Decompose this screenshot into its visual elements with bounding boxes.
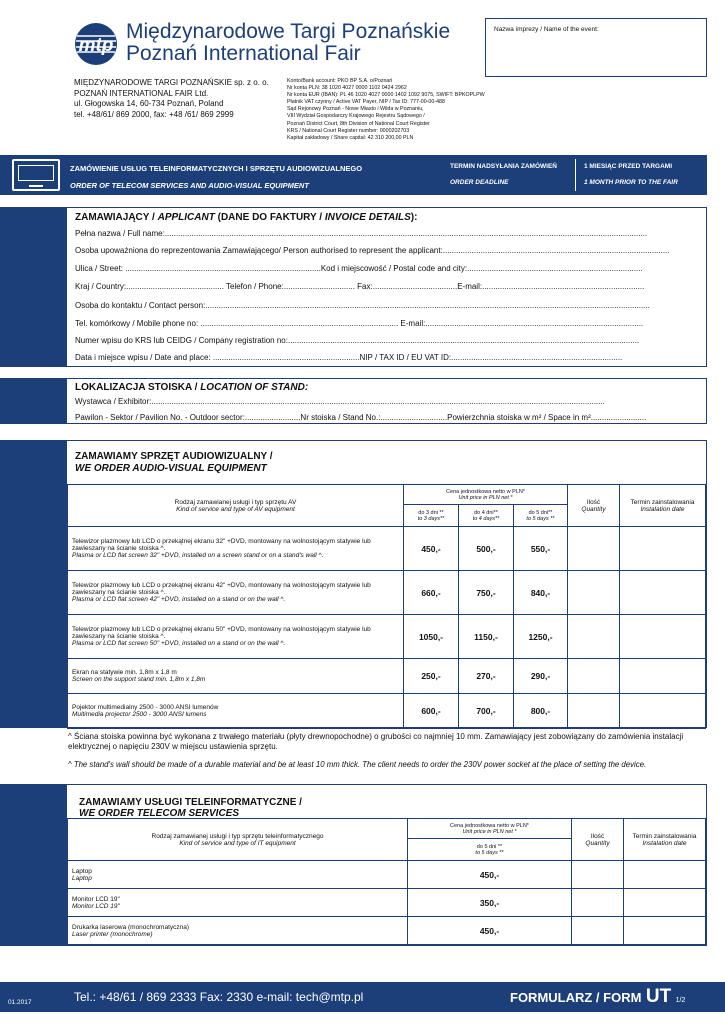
av-col-5-days: do 5 dni** to 5 days ** — [514, 505, 568, 527]
stand-heading: LOKALIZACJA STOISKA / LOCATION OF STAND: — [75, 382, 309, 393]
quantity-cell[interactable] — [568, 571, 620, 615]
fair-title-pl: Międzynarodowe Targi Poznańskie — [126, 20, 451, 43]
monitor-icon — [12, 159, 60, 191]
it-section — [67, 784, 707, 946]
quantity-cell[interactable] — [572, 889, 624, 917]
deadline-value-en: 1 MONTH PRIOR TO THE FAIR — [584, 179, 678, 186]
av-heading-en: WE ORDER AUDIO-VISUAL EQUIPMENT — [75, 463, 267, 474]
av-col-kind: Rodzaj zamawianej usługi i typ sprzętu AV Kind of service and type of AV equipment — [68, 485, 404, 527]
table-row: Telewizor plazmowy lub LCD o przekątnej ekranu 50" +DVD, montowany na wolnostojącym statywie lub zawieszany na ścianie stoiska ^. Plasma or LCD flat screen 50" +DVD, installed on a stand or on the wall ^. 1050,- 1150,- 1250,- — [68, 615, 706, 659]
applicant-sidebar — [0, 207, 67, 367]
av-section — [67, 440, 707, 728]
it-col-kind: Rodzaj zamawianej usługi i typ sprzętu teleinformatycznego Kind of service and type of IT equipment — [68, 819, 408, 861]
av-note-pl: ^ Ściana stoiska powinna być wykonana z trwałego materiału (płyty drewnopochodne) o grubości co najmniej 10 mm. Zamawiający jest zobowiązany do zamówienia instalacji elektrycznej o napięciu 230V w miejscu ustawienia sprzętu. — [68, 732, 684, 751]
full-name-field[interactable]: Pełna nazwa / Full name:......................................................................................................................................................................................................................... — [75, 229, 648, 238]
pavilion-stand-space-field[interactable]: Pawilon - Sektor / Pavilion No. - Outdoor sector:.........................Nr stoiska / Stand No.:..............................Powierzchnia stoiska w m² / Space in m²......................... — [75, 413, 647, 422]
applicant-section — [67, 207, 707, 367]
av-heading-pl: ZAMAWIAMY SPRZĘT AUDIOWIZUALNY / — [75, 451, 273, 462]
it-col-quantity: Ilość Quantity — [572, 819, 624, 861]
av-col-price: Cena jednostkowa netto w PLN* Unit price in PLN net * — [404, 485, 568, 505]
company-address: MIĘDZYNARODOWE TARGI POZNAŃSKIE sp. z o. o. POZNAŃ INTERNATIONAL FAIR Ltd. ul. Głogowska 14, 60-734 Poznań, Poland tel. +48/61/ 869 2000, fax: +48 /61/ 869 2999 — [74, 78, 269, 119]
order-banner — [0, 155, 707, 195]
stand-section — [67, 378, 707, 424]
table-row: Telewizor plazmowy lub LCD o przekątnej ekranu 32" +DVD, montowany na wolnostojącym statywie lub zawieszany na ścianie stoiska ^. Plasma or LCD flat screen 32" +DVD, installed on a screen stand or on a stand's wall ^. 450,- 500,- 550,- — [68, 527, 706, 571]
it-heading-en: WE ORDER TELECOM SERVICES — [79, 808, 240, 819]
footer-stripe — [0, 1012, 725, 1024]
order-title-en: ORDER OF TELECOM SERVICES AND AUDIO-VISUAL EQUIPMENT — [70, 181, 309, 190]
quantity-cell[interactable] — [572, 917, 624, 945]
street-postal-field[interactable]: Ulica / Street: ........................................................................................Kod i miejscowość / Postal code and city:............................................................................... — [75, 264, 643, 273]
authorised-person-field[interactable]: Osoba upoważniona do reprezentowania Zamawiającego/ Person authorised to represent the applicant:...................................................................................................... — [75, 246, 670, 255]
contact-person-field[interactable]: Osoba do kontaktu / Contact person:........................................................................................................................................................................................................ — [75, 301, 650, 310]
table-row: Drukarka laserowa (monochromatyczna) Laser printer (monochrome) 450,- — [68, 917, 706, 945]
install-date-cell[interactable] — [620, 615, 706, 659]
footer-contact: Tel.: +48/61 / 869 2333 Fax: 2330 e-mail: tech@mtp.pl — [74, 990, 364, 1004]
table-row: Laptop Laptop 450,- — [68, 861, 706, 889]
quantity-cell[interactable] — [568, 694, 620, 729]
install-date-cell[interactable] — [624, 889, 706, 917]
fair-title-en: Poznań International Fair — [126, 42, 361, 65]
mtp-logo — [74, 22, 118, 66]
av-col-4-days: do 4 dni** to 4 days** — [459, 505, 514, 527]
it-col-5-days: do 5 dni ** to 5 days ** — [408, 839, 572, 861]
it-sidebar — [0, 784, 67, 946]
install-date-cell[interactable] — [620, 694, 706, 729]
install-date-cell[interactable] — [624, 917, 706, 945]
install-date-cell[interactable] — [620, 571, 706, 615]
registration-date-tax-id-field[interactable]: Data i miejsce wpisu / Date and place: ..................................................................NIP / TAX ID / EU VAT ID:............................................................................. — [75, 353, 623, 362]
svg-text:mtp: mtp — [78, 35, 114, 56]
form-label: FORMULARZ / FORM UT 1/2 — [510, 986, 686, 1007]
it-col-install-date: Termin zainstalowania Instalation date — [624, 819, 706, 861]
av-col-quantity: Ilość Quantity — [568, 485, 620, 527]
deadline-divider — [575, 159, 576, 191]
bank-details: Konto/Bank account: PKO BP S.A. o/Poznań Nr konta PLN: 38 1020 4027 0000 1102 0424 2962 Nr konta EUR (IBAN): PL 46 1020 4027 0000 1402 1092 9075, SWIFT: BPKOPLPW Płatnik VAT czynny / Active VAT Payer, NIP / Tax ID: 777-00-00-488 Sąd Rejonowy Poznań - Nowe Miasto i Wilda w Poznaniu, VIII Wydział Gospodarczy Krajowego Rejestru Sądowego / Poznań District Court, 8th Division of National Court Register KRS / National Court Register number: 0000202703 Kapitał zakładowy / Share capital: 42 310 200,00 PLN — [287, 78, 485, 141]
av-note-en: ^ The stand's wall should be made of a durable material and be at least 10 mm thick. The client needs to order the 230V power socket at the place of setting the device. — [68, 760, 647, 769]
table-row: Ekran na statywie min. 1,8m x 1,8 m Screen on the support stand min. 1,8m x 1,8m 250,- 270,- 290,- — [68, 659, 706, 694]
quantity-cell[interactable] — [572, 861, 624, 889]
table-row: Monitor LCD 19" Monitor LCD 19" 350,- — [68, 889, 706, 917]
deadline-label-pl: TERMIN NADSYŁANIA ZAMÓWIEŃ — [450, 163, 558, 170]
quantity-cell[interactable] — [568, 527, 620, 571]
exhibitor-field[interactable]: Wystawca / Exhibitor:............................................................................................................................................................................................................ — [75, 397, 605, 406]
it-heading-pl: ZAMAWIAMY USŁUGI TELEINFORMATYCZNE / — [79, 797, 302, 808]
av-col-3-days: do 3 dni ** to 3 days** — [404, 505, 459, 527]
applicant-heading: ZAMAWIAJĄCY / APPLICANT (DANE DO FAKTURY / INVOICE DETAILS): — [75, 212, 418, 223]
install-date-cell[interactable] — [624, 861, 706, 889]
install-date-cell[interactable] — [620, 659, 706, 694]
install-date-cell[interactable] — [620, 527, 706, 571]
it-table — [67, 818, 706, 945]
deadline-label-en: ORDER DEADLINE — [450, 179, 509, 186]
registration-no-field[interactable]: Numer wpisu do KRS lub CEIDG / Company registration no:.............................................................................................................................................................. — [75, 336, 640, 345]
deadline-value-pl: 1 MIESIĄC PRZED TARGAMI — [584, 163, 672, 170]
table-row: Telewizor plazmowy lub LCD o przekątnej ekranu 42" +DVD, montowany na wolnostojącym statywie lub zawieszany na ścianie stoiska ^. Plasma or LCD flat screen 42" +DVD, installed on a stand or on the wall ^. 660,- 750,- 840,- — [68, 571, 706, 615]
event-name-label: Nazwa imprezy / Name of the event: — [494, 26, 599, 33]
table-row: Pojektor multimedialny 2500 - 3000 ANSI lumenów Multimedia projector 2500 - 3000 ANSI lumens 600,- 700,- 800,- — [68, 694, 706, 729]
av-table — [67, 484, 706, 729]
country-phone-fax-email-field[interactable]: Kraj / Country:............................................ Telefon / Phone:................................ Fax:......................................E-mail:......................................................................... — [75, 282, 645, 291]
quantity-cell[interactable] — [568, 615, 620, 659]
it-col-price: Cena jednostkowa netto w PLN* Unit price in PLN net * — [408, 819, 572, 839]
form-version: 01.2017 — [8, 999, 32, 1006]
quantity-cell[interactable] — [568, 659, 620, 694]
stand-sidebar — [0, 378, 67, 424]
av-sidebar — [0, 440, 67, 728]
mobile-email-field[interactable]: Tel. komórkowy / Mobile phone no: ......................................................................................... E-mail:.................................................................................................. — [75, 319, 644, 328]
order-title-pl: ZAMÓWIENIE USŁUG TELEINFORMATYCZNYCH I SPRZĘTU AUDIOWIZUALNEGO — [70, 164, 363, 173]
av-col-install-date: Termin zainstalowania Instalation date — [620, 485, 706, 527]
event-name-box[interactable] — [485, 18, 707, 77]
